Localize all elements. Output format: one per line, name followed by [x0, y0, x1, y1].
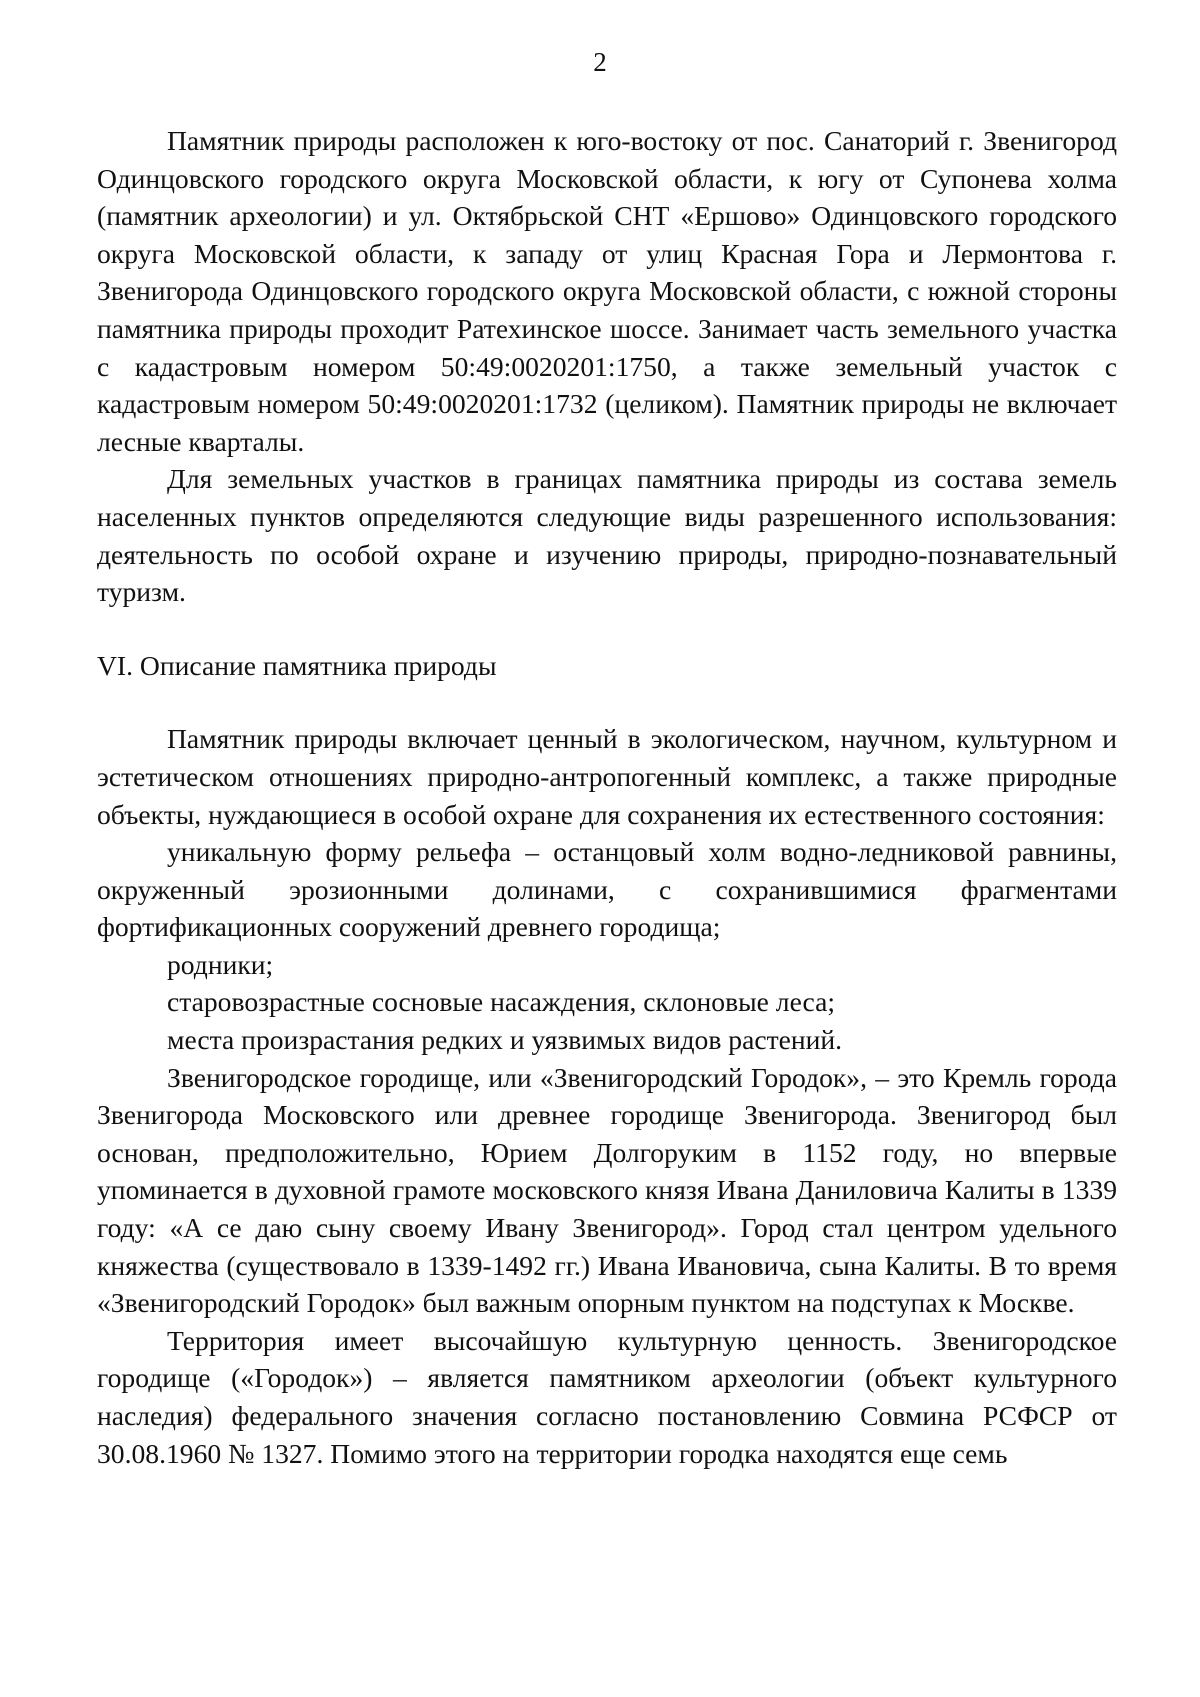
- document-body: [97, 122, 1117, 1472]
- paragraph-land-use: Для земельных участков в границах памятника природы из состава земель населенных пунктов определяются следующие виды разрешенного использования: деятельность по особой охране и изучению природы, природно-познавательный туризм.: [97, 463, 1117, 608]
- list-item-relief: уникальную форму рельефа – останцовый холм водно-ледниковой равнины, окруженный эрозионными долинами, с сохранившимися фрагментами фортификационных сооружений древнего городища;: [97, 836, 1117, 943]
- paragraph-history: Звенигородское городище, или «Звенигородский Городок», – это Кремль города Звенигорода Московского или древнее городище Звенигорода. Звенигород был основан, предположительно, Юрием Долгоруким в 1152 году, но впервые упоминается в духовной грамоте московского князя Ивана Даниловича Калиты в 1339 году: «А се даю сыну своему Ивану Звенигород». Город стал центром удельного княжества (существовало в 1339-1492 гг.) Ивана Ивановича, сына Калиты. В то время «Звенигородский Городок» был важным опорным пунктом на подступах к Москве.: [97, 1061, 1117, 1319]
- paragraph-location: Памятник природы расположен к юго-востоку от пос. Санаторий г. Звенигород Одинцовского городского округа Московской области, к югу от Супонева холма (памятник археологии) и ул. Октябрьской СНТ «Ершово» Одинцовского городского округа Московской области, к западу от улиц Красная Гора и Лермонтова г. Звенигорода Одинцовского городского округа Московской области, с южной стороны памятника природы проходит Ратехинское шоссе. Занимает часть земельного участка с кадастровым номером 50:49:0020201:1750, а также земельный участок с кадастровым номером 50:49:0020201:1732 (целиком). Памятник природы не включает лесные кварталы.: [97, 125, 1117, 457]
- page-number: 2: [593, 47, 607, 77]
- list-item-rare-plants: места произрастания редких и уязвимых видов растений.: [167, 1024, 843, 1056]
- paragraph-cultural-value: Территория имеет высочайшую культурную ценность. Звенигородское городище («Городок») – является памятником археологии (объект культурного наследия) федерального значения согласно постановлению Совмина РСФСР от 30.08.1960 № 1327. Помимо этого на территории городка находятся еще семь: [97, 1324, 1117, 1469]
- section-heading: VI. Описание памятника природы: [97, 649, 497, 681]
- list-item-springs: родники;: [167, 948, 274, 980]
- paragraph-description-intro: Памятник природы включает ценный в экологическом, научном, культурном и эстетическом отношениях природно-антропогенный комплекс, а также природные объекты, нуждающиеся в особой охране для сохранения их естественного состояния:: [97, 723, 1117, 830]
- list-item-pine-forests: старовозрастные сосновые насаждения, склоновые леса;: [167, 986, 836, 1018]
